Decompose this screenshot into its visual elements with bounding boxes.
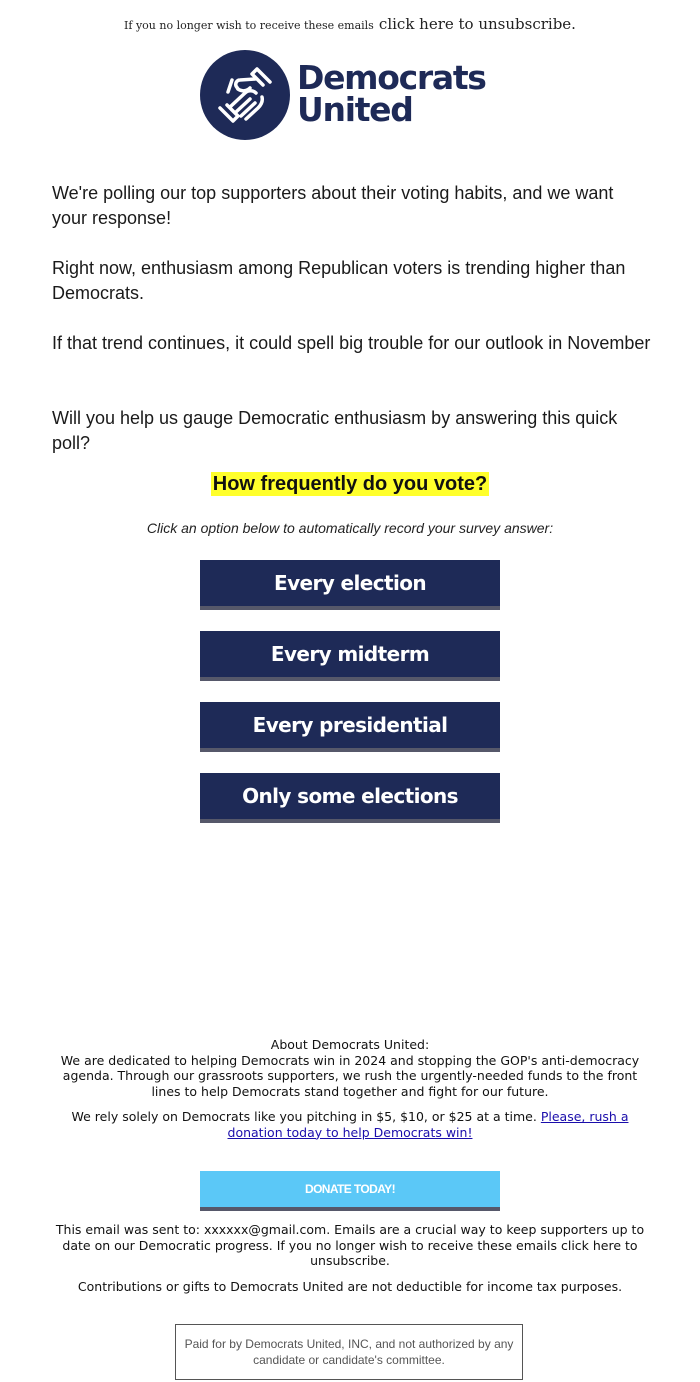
paid-for-disclaimer: Paid for by Democrats United, INC, and not authorized by any candidate or candidate's committee. [175, 1324, 523, 1380]
poll-instruction: Click an option below to automatically record your survey answer: [146, 520, 554, 536]
body-paragraph-2: Right now, enthusiasm among Republican voters is trending higher than Democrats. [52, 258, 626, 303]
unsubscribe-link[interactable]: click here to unsubscribe. [378, 15, 576, 33]
brand-line-1: Democrats [297, 58, 486, 97]
about-heading: About Democrats United: [270, 1037, 430, 1052]
body-paragraph-4: Will you help us gauge Democratic enthusiasm by answering this quick poll? [52, 408, 618, 453]
unsubscribe-notice [0, 14, 700, 33]
body-paragraph-3: If that trend continues, it could spell big trouble for our outlook in November [52, 333, 651, 353]
about-text: We are dedicated to helping Democrats win in 2024 and stopping the GOP's anti-democracy agenda. Through our grassroots supporters, we rush the urgently-needed funds to the front lines to help Democrats stand together and fight for our future. [60, 1052, 640, 1099]
donation-link[interactable]: Please, rush a donation today to help Democrats win! [227, 1109, 629, 1140]
poll-question [0, 473, 700, 496]
poll-option-every-midterm[interactable]: Every midterm [200, 631, 500, 681]
poll-option-every-election[interactable]: Every election [200, 560, 500, 610]
donation-appeal [50, 1109, 650, 1140]
body-paragraph-1: We're polling our top supporters about their voting habits, and we want your response! [52, 183, 614, 228]
clasped-hands-icon [200, 50, 290, 140]
poll-question-text: How frequently do you vote? [212, 473, 488, 495]
brand-line-2: United [297, 90, 413, 129]
brand-wordmark [297, 58, 486, 129]
poll-option-only-some[interactable]: Only some elections [200, 773, 500, 823]
poll-option-every-presidential[interactable]: Every presidential [200, 702, 500, 752]
unsubscribe-prefix: If you no longer wish to receive these emails [124, 19, 374, 32]
sent-to-notice: This email was sent to: xxxxxx@gmail.com. Emails are a crucial way to keep supporters up to date on our Democratic progress. If you no longer wish to receive these emails click here to unsubscribe. [55, 1222, 645, 1268]
brand-logo [200, 50, 510, 142]
tax-deductible-notice: Contributions or gifts to Democrats United are not deductible for income tax purposes. [77, 1279, 623, 1294]
rely-text: We rely solely on Democrats like you pitching in $5, $10, or $25 at a time. [71, 1109, 537, 1124]
donate-button[interactable]: DONATE TODAY! [200, 1171, 500, 1211]
about-section [50, 1037, 650, 1099]
